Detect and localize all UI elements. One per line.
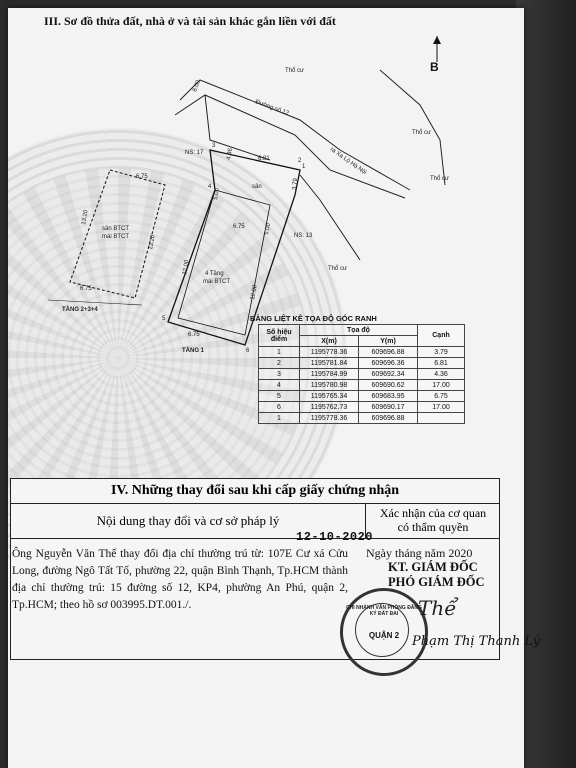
cell-x: 1195762.73	[300, 402, 359, 413]
header-canh: Cạnh	[418, 325, 465, 347]
point-label: 1	[302, 164, 306, 170]
north-arrow-label: B	[430, 60, 439, 74]
cell-canh: 6.75	[418, 391, 465, 402]
map-label-tho-cu: Thổ cư	[430, 176, 450, 182]
cell-x: 1195784.99	[300, 369, 359, 380]
changes-col-confirm	[367, 506, 499, 534]
map-label-ns17: NS: 17	[185, 150, 204, 156]
cell-y: 609690.62	[359, 380, 418, 391]
table-row	[259, 358, 465, 369]
table-row	[259, 369, 465, 380]
sign-date: Ngày tháng năm 2020	[366, 546, 473, 560]
north-arrow-head	[433, 36, 441, 44]
changes-section-title: IV. Những thay đổi sau khi cấp giấy chứng nhận	[11, 479, 499, 504]
sign-title-kt: KT. GIÁM ĐỐC	[388, 560, 478, 574]
map-label-tho-cu: Thổ cư	[285, 68, 305, 74]
dim-label: 6.75	[136, 174, 148, 180]
map-label-upper-roof: mái BTCT	[102, 234, 129, 240]
header-y: Y(m)	[359, 336, 418, 347]
cell-stt: 4	[259, 380, 300, 391]
table-row	[259, 391, 465, 402]
neighbor-boundary-2	[300, 175, 360, 260]
point-label: 3	[212, 143, 216, 149]
confirm-line-1: Xác nhận của cơ quan	[379, 506, 487, 520]
dim-label: 8.00	[192, 79, 202, 93]
map-label-tho-cu: Thổ cư	[412, 130, 432, 136]
cell-x: 1195778.36	[300, 347, 359, 358]
cell-y: 609683.95	[359, 391, 418, 402]
cell-stt: 2	[259, 358, 300, 369]
map-label-building-roof: mái BTCT	[203, 279, 230, 285]
cell-canh: 4.36	[418, 369, 465, 380]
dim-label: 12.00	[182, 259, 191, 276]
table-row	[259, 347, 465, 358]
point-label: 6	[246, 348, 250, 354]
official-stamp	[340, 588, 428, 676]
dim-label: 6.75	[233, 224, 245, 230]
signer-name: Phạm Thị Thanh Lý	[412, 634, 541, 649]
stamp-district: QUẬN 2	[368, 631, 400, 640]
point-label: 2	[298, 158, 302, 164]
header-stt: Số hiệu điểm	[259, 325, 300, 347]
cell-x: 1195781.84	[300, 358, 359, 369]
cell-stt: 6	[259, 402, 300, 413]
map-label-ns13: NS: 13	[294, 233, 313, 239]
dim-label: 5.00	[213, 187, 221, 201]
map-label-road: Đường số 12	[254, 99, 290, 117]
header-toado: Tọa độ	[300, 325, 418, 336]
map-label-tho-cu: Thổ cư	[328, 266, 348, 272]
cell-x: 1195778.36	[300, 413, 359, 424]
map-label-upper-floor: sân BTCT	[102, 226, 130, 232]
map-label-building: 4 Tầng	[205, 271, 224, 277]
changes-header	[11, 504, 499, 539]
map-label-road2: ra Xa Lộ Hà Nội	[328, 146, 368, 177]
cell-x: 1195765.34	[300, 391, 359, 402]
dim-label: 3.79	[292, 178, 300, 191]
floor-234-label: TẦNG 2+3+4	[62, 307, 98, 313]
cell-stt: 1	[259, 347, 300, 358]
cell-y: 609696.36	[359, 358, 418, 369]
cell-stt: 3	[259, 369, 300, 380]
cell-y: 609692.34	[359, 369, 418, 380]
dim-label: 6.75	[188, 332, 200, 338]
dim-label: 13.20	[148, 234, 157, 251]
dim-label: 4.36	[226, 147, 234, 161]
floor-1-label: TẦNG 1	[182, 348, 205, 354]
dim-label: 5.00	[264, 222, 272, 236]
header-x: X(m)	[300, 336, 359, 347]
signature: Thể	[418, 596, 457, 620]
cell-y: 609690.17	[359, 402, 418, 413]
road-edge-bottom	[175, 95, 405, 201]
cell-canh: 17.00	[418, 380, 465, 391]
neighbor-boundary	[380, 70, 445, 185]
cell-canh: 3.79	[418, 347, 465, 358]
cell-y: 609696.88	[359, 347, 418, 358]
cell-stt: 5	[259, 391, 300, 402]
dim-label: 12.00	[250, 284, 259, 301]
cell-y: 609696.88	[359, 413, 418, 424]
cell-canh: 6.81	[418, 358, 465, 369]
cell-stt: 1	[259, 413, 300, 424]
table-row	[259, 380, 465, 391]
floor-underline	[48, 300, 142, 305]
changes-col-content: Nội dung thay đổi và cơ sở pháp lý	[11, 504, 366, 538]
cell-canh: 17.00	[418, 402, 465, 413]
point-label: 5	[162, 316, 166, 322]
coords-table	[258, 324, 465, 424]
date-stamp: 12-10-2020	[296, 530, 374, 544]
dim-label: 6.81	[258, 156, 270, 162]
table-row	[259, 413, 465, 424]
section3-title: III. Sơ đồ thửa đất, nhà ở và tài sản khác gắn liền với đất	[44, 14, 336, 28]
sign-title-pgd: PHÓ GIÁM ĐỐC	[388, 575, 485, 589]
confirm-line-2: có thẩm quyền	[397, 520, 469, 534]
point-label: 4	[208, 184, 212, 190]
table-row	[259, 402, 465, 413]
change-description: Ông Nguyễn Văn Thế thay đổi địa chỉ thường trú từ: 107E Cư xá Cửu Long, đường Ngô Tất Tố, phường 22, quận Bình Thạnh, Tp.HCM thành địa chỉ thường trú: 15 đường số 12, KP4, phường An Phú, quận 2, Tp.HCM; theo hồ sơ 003995.DT.001./.	[12, 548, 348, 611]
dim-label: 13.20	[81, 209, 90, 226]
map-label-san: sân	[252, 184, 262, 190]
cell-x: 1195780.98	[300, 380, 359, 391]
cell-canh	[418, 413, 465, 424]
stamp-text: CHI NHÁNH VĂN PHÒNG ĐĂNG KÝ ĐẤT ĐAI	[346, 605, 422, 617]
dim-label: 6.75	[80, 286, 92, 292]
coords-table-title: BẢNG LIỆT KÊ TỌA ĐỘ GÓC RANH	[250, 314, 377, 323]
